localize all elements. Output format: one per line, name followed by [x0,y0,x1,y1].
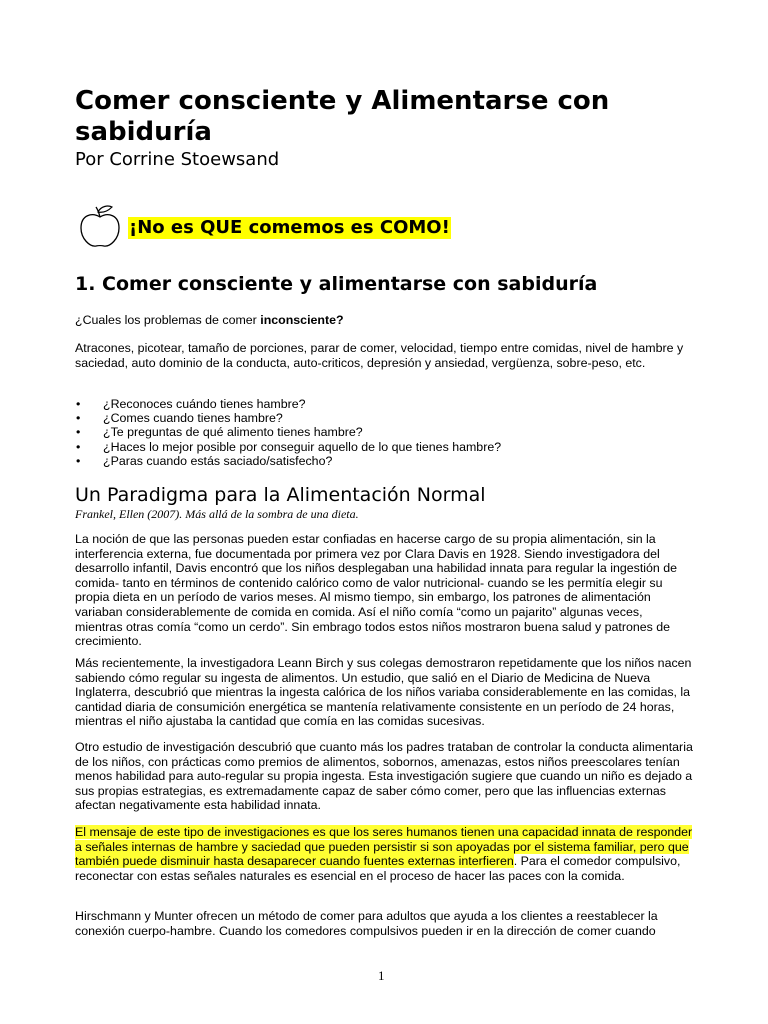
paragraph-3: Otro estudio de investigación descubrió que cuanto más los padres trataban de controlar la conducta alimentaria de los niños, con prácticas como premios de alimentos, sobornos, amenazas, estos niños preescolares tenían menos habilidad para auto-regular su propia ingesta. Esta investigación sugiere que cuando un niño es dejado a sus propias estrategias, es extremadamente capaz de saber cómo comer, pero que las influencias externas afectan negativamente esta habilidad innata. [75,740,693,813]
page-number: 1 [378,968,385,983]
problems-question [75,313,693,328]
paragraph-2: Más recientemente, la investigadora Leann Birch y sus colegas demostraron repetidamente que los niños nacen sabiendo cómo regular su ingesta de alimentos. Un estudio, que salió en el Diario de Medicina de Nueva Inglaterra, descubrió que mientras la ingesta calórica de los niños variaba considerablemente en las comidas, la cantidad diaria de consumición energética se mantenía relativamente consistente en un período de 24 horas, mientras el niño ajustaba la cantidad que comía en las comidas sucesivas. [75,656,692,729]
list-item: • ¿Paras cuando estás saciado/satisfecho? [75,454,501,468]
paragraph-1: La noción de que las personas pueden estar confiadas en hacerse cargo de su propia alimentación, sin la interferencia externa, fue documentada por primera vez por Clara Davis en 1928. Siendo investigadora del desarrollo infantil, Davis encontró que los niños desplegaban una habilidad innata para regular la ingestión de comida- tanto en términos de contenido calórico como de valor nutricional- cuando se les permitía elegir su propia dieta en un período de varios meses. Al mismo tiempo, sin embargo, los patrones de alimentación variaban considerablemente de comida en comida. Así el niño comía “como un pajarito” algunas veces, mientras otras comía “como un cerdo”. Sin embrago todos estos niños mostraron buena salud y patrones de crecimiento. [75,532,678,649]
paragraph-5: Hirschmann y Munter ofrecen un método de comer para adultos que ayuda a los clientes a reestablecer la conexión cuerpo-hambre. Cuando los comedores compulsivos pueden ir en la dirección de comer cuando [75,909,658,938]
list-item: • ¿Reconoces cuándo tienes hambre? [75,397,501,411]
author-line: Por Corrine Stoewsand [75,149,280,170]
problems-paragraph: Atracones, picotear, tamaño de porciones, parar de comer, velocidad, tiempo entre comidas, nivel de hambre y saciedad, auto dominio de la conducta, auto-criticos, depresión y ansiedad, vergüenza, sobre-peso, etc. [75,341,684,370]
paragraph-4 [75,825,693,883]
highlighted-text: El mensaje de este tipo de investigaciones es que los seres humanos tienen una capacidad innata de responder a señales internas de hambre y saciedad que pueden persistir si son apoyadas por el sistema familiar, pero que también puede disminuir hasta desaparecer cuando fuentes externas interfieren [75,825,693,869]
section-heading-1: 1. Comer consciente y alimentarse con sabiduría [75,273,598,295]
question-text: ¿Cuales los problemas de comer [75,313,261,327]
question-list [75,397,501,468]
section-heading-2: Un Paradigma para la Alimentación Normal [75,484,486,506]
slogan-highlight: ¡No es QUE comemos es COMO! [129,217,450,238]
paragraph-4-rest: . Para el comedor compulsivo, reconectar con estas señales naturales es esencial en el proceso de hacer las paces con la comida. [75,854,681,883]
page-title: Comer consciente y Alimentarse con sabiduría [75,86,610,147]
list-item: • ¿Te preguntas de qué alimento tienes hambre? [75,425,501,439]
apple-icon [78,203,122,249]
citation: Frankel, Ellen (2007). Más allá de la sombra de una dieta. [75,507,359,521]
list-item: • ¿Haces lo mejor posible por conseguir aquello de lo que tienes hambre? [75,440,501,454]
list-item: • ¿Comes cuando tienes hambre? [75,411,501,425]
question-bold: inconsciente? [260,313,344,327]
